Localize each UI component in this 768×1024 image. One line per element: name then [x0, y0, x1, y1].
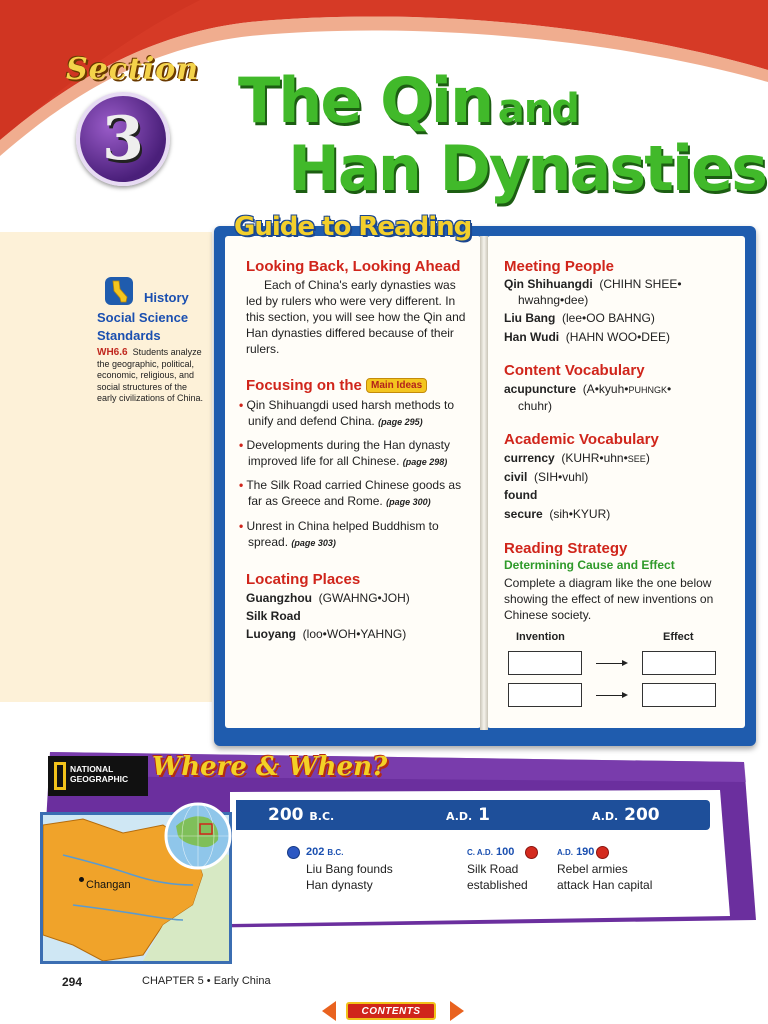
standards-heading — [97, 309, 188, 345]
next-page-arrow-icon[interactable] — [450, 1001, 464, 1021]
person-name: Liu Bang — [504, 311, 556, 325]
vocab-term: acupuncture — [504, 382, 577, 396]
diagram-effect-box-2 — [642, 683, 716, 707]
timeline-marker-100ad — [525, 846, 538, 859]
standard-text: Students analyze the geographic, political, economic, religious, and social structures of the early civilizations of China. — [97, 347, 204, 403]
ev-line: Liu Bang founds — [306, 862, 393, 876]
title-and: and — [497, 86, 579, 132]
standards-heading-line1: Social Science — [97, 310, 189, 325]
vocab-pron-c: ) — [645, 451, 650, 465]
ng-yellow-frame-icon — [54, 762, 66, 790]
vocab-pronunciation: (sih•KYUR) — [549, 507, 611, 521]
ng-line-2: GEOGRAPHIC — [70, 774, 129, 784]
timeline-marker-190ad — [596, 846, 609, 859]
diagram-invention-label: Invention — [516, 631, 565, 643]
person-pronunciation: (CHIHN SHEE• — [599, 277, 682, 291]
ev-line: attack Han capital — [557, 878, 653, 892]
vocab-currency — [504, 449, 650, 468]
vocab-term: found — [504, 488, 538, 502]
place-pronunciation: (GWAHNG•JOH) — [318, 591, 410, 605]
main-idea-1-text: Qin Shihuangdi used harsh methods to unify and defend China. — [246, 398, 455, 428]
event-2-date — [467, 846, 514, 858]
person-qin-pronunciation-cont: hwahng•dee) — [518, 293, 589, 307]
event-3-text — [557, 861, 652, 893]
ev-line: Rebel armies — [557, 862, 628, 876]
ev-pre: A.D. — [557, 848, 573, 857]
ev-era: B.C. — [327, 848, 344, 857]
vocab-pron-a: (A•kyuh• — [582, 382, 629, 396]
vocab-secure — [504, 505, 610, 523]
standard-description — [97, 347, 209, 405]
event-1-date — [306, 846, 343, 858]
timeline-label-ad200 — [592, 805, 660, 825]
content-vocabulary-heading: Content Vocabulary — [504, 362, 645, 379]
diagram-invention-box-2 — [508, 683, 582, 707]
event-2-text — [467, 861, 528, 893]
title-qin: The Qin — [238, 64, 493, 137]
ng-line-1: NATIONAL — [70, 764, 114, 774]
person-liu-bang — [504, 309, 655, 327]
main-idea-4: • Unrest in China helped Buddhism to spread. (page 303) — [239, 519, 439, 549]
place-pronunciation: (loo•WOH•YAHNG) — [302, 627, 407, 641]
main-idea-3-text: The Silk Road carried Chinese goods as far as Greece and Rome. — [246, 478, 462, 508]
ev-num: 190 — [576, 846, 595, 858]
history-label: History — [144, 290, 189, 305]
ev-line: Silk Road — [467, 862, 519, 876]
tl-num: 200 — [624, 805, 660, 825]
timeline-label-ad1 — [446, 805, 490, 825]
previous-page-arrow-icon[interactable] — [322, 1001, 336, 1021]
timeline-marker-202bc — [287, 846, 300, 859]
vocab-term: civil — [504, 470, 528, 484]
focusing-heading-text: Focusing on the — [246, 377, 362, 394]
place-name: Luoyang — [246, 627, 296, 641]
diagram-effect-box-1 — [642, 651, 716, 675]
place-luoyang — [246, 625, 406, 643]
vocab-pron-b: PUHNGK — [628, 385, 667, 395]
vocab-acupuncture-pron-cont: chuhr) — [518, 399, 553, 413]
ev-line: Han dynasty — [306, 878, 373, 892]
vocab-pronunciation: (SIH•vuhl) — [534, 470, 589, 484]
vocab-pron-b: SEE — [627, 454, 646, 464]
standards-heading-line2: Standards — [97, 328, 161, 343]
chapter-number: CHAPTER 5 — [142, 975, 204, 987]
title-line-2: Han Dynasties — [288, 132, 767, 205]
main-idea-3: • The Silk Road carried Chinese goods as far as Greece and Rome. (page 300) — [239, 478, 462, 508]
california-standards-icon — [104, 276, 134, 306]
main-idea-2-page: (page 298) — [402, 457, 448, 467]
vocab-term: secure — [504, 507, 543, 521]
ev-pre: C. A.D. — [467, 848, 493, 857]
chapter-title: Early China — [213, 975, 271, 987]
event-1-text — [306, 861, 393, 893]
national-geographic-text — [70, 764, 128, 784]
where-when-title: Where & When? — [152, 752, 388, 782]
tl-era: A.D. — [592, 810, 619, 823]
main-ideas-badge: Main Ideas — [366, 378, 427, 393]
guide-to-reading-heading: Guide to Reading — [234, 212, 472, 242]
diagram-invention-box-1 — [508, 651, 582, 675]
vocab-pron-c: • — [666, 382, 672, 396]
changan-city-dot-icon — [79, 877, 84, 882]
arrow-right-icon — [596, 695, 626, 696]
globe-icon — [162, 800, 234, 872]
meeting-people-heading: Meeting People — [504, 258, 615, 275]
looking-back-heading: Looking Back, Looking Ahead — [246, 258, 461, 275]
ev-num: 202 — [306, 846, 325, 858]
main-idea-4-page: (page 303) — [291, 538, 336, 548]
main-idea-4-text: Unrest in China helped Buddhism to spread. — [246, 519, 439, 549]
reading-strategy-text: Complete a diagram like the one below showing the effect of new inventions on Chinese society. — [504, 576, 714, 622]
tl-num: 200 — [268, 805, 304, 825]
focusing-heading — [246, 377, 427, 394]
person-name: Han Wudi — [504, 330, 560, 344]
diagram-effect-label: Effect — [663, 631, 694, 643]
locating-places-heading: Locating Places — [246, 571, 361, 588]
main-idea-2-text: Developments during the Han dynasty improved life for all Chinese. — [246, 438, 450, 468]
event-3-date — [557, 846, 594, 858]
person-pronunciation: (HAHN WOO•DEE) — [565, 330, 670, 344]
main-idea-1-page: (page 295) — [378, 417, 423, 427]
title-line-1 — [238, 64, 579, 137]
academic-vocabulary-heading: Academic Vocabulary — [504, 431, 659, 448]
tl-era: A.D. — [446, 810, 473, 823]
standard-code: WH6.6 — [97, 347, 128, 358]
chapter-footer: CHAPTER 5 • Early China — [142, 975, 271, 987]
person-han-wudi — [504, 328, 670, 346]
place-silk-road — [246, 607, 301, 625]
looking-back-text: Each of China's early dynasties was led by rulers who were very different. In this section, you will see how the Qin and Han dynasties differed because of their rulers. — [246, 278, 466, 356]
place-name: Silk Road — [246, 609, 301, 623]
main-idea-1: • Qin Shihuangdi used harsh methods to unify and defend China. (page 295) — [239, 398, 455, 428]
page-number: 294 — [62, 975, 83, 989]
timeline-label-200bc — [268, 805, 334, 825]
book-spine — [480, 236, 488, 730]
person-pronunciation: (lee•OO BAHNG) — [562, 311, 655, 325]
place-guangzhou — [246, 589, 410, 607]
main-idea-3-page: (page 300) — [386, 497, 431, 507]
vocab-term: currency — [504, 451, 555, 465]
person-name: Qin Shihuangdi — [504, 277, 593, 291]
reading-strategy-subheading: Determining Cause and Effect — [504, 558, 675, 572]
vocab-civil — [504, 468, 588, 486]
place-name: Guangzhou — [246, 591, 312, 605]
map-label-changan: Changan — [86, 879, 131, 891]
reading-strategy-heading: Reading Strategy — [504, 540, 628, 557]
ev-num: 100 — [496, 846, 515, 858]
vocab-pron-a: (KUHR•uhn• — [561, 451, 628, 465]
vocab-found — [504, 486, 537, 504]
main-idea-2: • Developments during the Han dynasty improved life for all Chinese. (page 298) — [239, 438, 450, 468]
contents-button[interactable]: CONTENTS — [346, 1002, 436, 1020]
tl-num: 1 — [478, 805, 490, 825]
arrow-right-icon — [596, 663, 626, 664]
section-number-badge: 3 — [76, 92, 170, 186]
section-label: Section — [66, 52, 200, 87]
tl-era: B.C. — [309, 810, 335, 823]
ev-line: established — [467, 878, 528, 892]
